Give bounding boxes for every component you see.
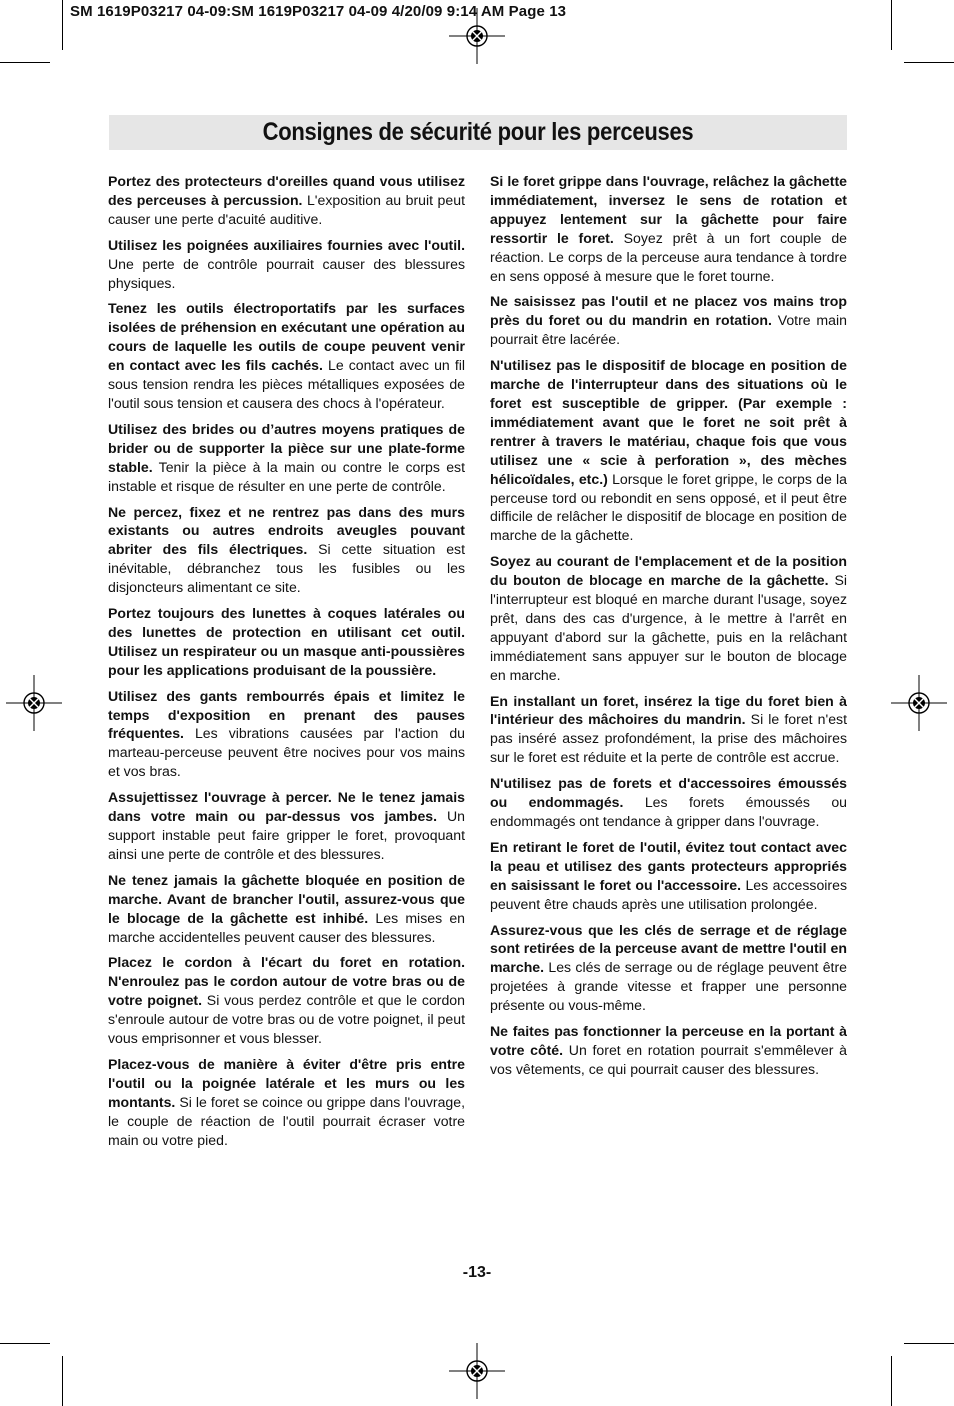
print-slug: SM 1619P03217 04-09:SM 1619P03217 04-09 4/20/09 9:14 AM Page 13: [70, 3, 567, 20]
crop-mark: [0, 1343, 50, 1344]
safety-paragraph: [490, 838, 847, 914]
right-column: [490, 172, 847, 1086]
safety-explanation: Les mises en marche accidentelles peuvent causer des blessures.: [108, 909, 466, 945]
safety-paragraph: [490, 292, 847, 349]
safety-rule: N'utilisez pas de forets et d'accessoires émoussés ou endommagés.: [490, 775, 847, 811]
safety-rule: Ne tenez jamais la gâchette bloquée en position de marche. Avant de brancher l'outil, assurez-vous que le blocage de la gâchette est inhibé.: [108, 871, 465, 926]
safety-rule: En retirant le foret de l'outil, évitez tout contact avec la peau et utilisez des gants protecteurs appropriés en saisissant le foret ou l'accessoire.: [490, 838, 847, 893]
safety-explanation: Le contact avec un fil sous tension rendra les pièces métalliques exposées de l'outil sous tension et causera des chocs à l'opérateur.: [108, 357, 465, 411]
safety-rule: Ne saisissez pas l'outil et ne placez vos mains trop près du foret ou du mandrin en rotation.: [490, 293, 847, 329]
safety-paragraph: [490, 172, 847, 285]
safety-paragraph: [108, 420, 465, 496]
safety-paragraph: [490, 774, 847, 831]
safety-rule: Assujettissez l'ouvrage à percer. Ne le tenez jamais dans votre main ou par-dessus vos jambes.: [108, 789, 465, 825]
safety-paragraph: [108, 687, 465, 782]
safety-rule: N'utilisez pas le dispositif de blocage en position de marche de l'interrupteur dans des situations où le foret est susceptible de gripper. (Par exemple : immédiatement avant que le foret ne soit prêt à rentrer à travers le matériau, chaque fois que vous utilisez une « scie à perforation », des mèches hélicoïdales, etc.): [490, 357, 847, 487]
safety-explanation: Si l'interrupteur est bloqué en marche durant l'usage, soyez prêt, dans des cas d'urgence, à le mettre à l'arrêt en appuyant d'abord sur la gâchette, puis en la relâchant immédiatement sans appuyer sur le bouton de blocage en marche.: [490, 572, 847, 683]
registration-mark-icon: [449, 8, 505, 64]
safety-explanation: L'exposition au bruit peut causer une perte d'acuité auditive.: [108, 191, 465, 227]
registration-mark-icon: [449, 1343, 505, 1399]
safety-rule: Utilisez des gants rembourrés épais et limitez le temps d'exposition en prenant des pauses fréquentes.: [108, 687, 465, 742]
safety-paragraph: [108, 299, 465, 412]
safety-explanation: Si vous perdez contrôle et que le cordon s'enroule autour de votre bras ou de votre poignet, il peut vous emprisonner et vous blesser.: [108, 992, 465, 1047]
safety-explanation: Les accessoires peuvent être chauds après une utilisation prolongée.: [490, 876, 847, 912]
safety-explanation: Si le foret n'est pas inséré assez profondément, la prise des mâchoires sur le foret est réduite et la perte de contrôle est accrue.: [490, 711, 847, 766]
safety-paragraph: [108, 953, 465, 1048]
safety-paragraph: [108, 1055, 465, 1150]
safety-rule: En installant un foret, insérez la tige du foret bien à l'intérieur des mâchoires du mandrin.: [490, 692, 847, 728]
safety-explanation: Soyez prêt à un fort couple de réaction. Le corps de la perceuse aura tendance à tordre en sens opposé à mesure que le foret tourne.: [490, 229, 847, 284]
safety-rule: Assurez-vous que les clés de serrage et de réglage sont retirées de la perceuse avant de mettre l'outil en marche.: [490, 921, 847, 976]
safety-paragraph: [108, 236, 465, 293]
safety-paragraph: [490, 1022, 847, 1079]
safety-paragraph: [108, 788, 465, 864]
safety-paragraph: [490, 552, 847, 684]
crop-mark: [904, 62, 954, 63]
title-banner: [109, 115, 847, 150]
safety-rule: Portez des protecteurs d'oreilles quand vous utilisez des perceuses à percussion.: [108, 173, 465, 208]
safety-paragraph: [108, 172, 465, 229]
safety-explanation: Si cette situation est inévitable, débranchez tous les fusibles ou les disjoncteurs alimentant ce site.: [108, 541, 465, 596]
safety-explanation: Lorsque le foret grippe, le corps de la perceuse tord ou rebondit en sens opposé, et il peut être difficile de relâcher le dispositif de blocage en position de marche de la gâchette.: [490, 470, 847, 544]
safety-rule: Utilisez les poignées auxiliaires fournies avec l'outil.: [108, 236, 465, 253]
left-column: [108, 172, 465, 1157]
safety-explanation: Les vibrations causées par l'action du marteau-perceuse peuvent être nocives pour vos mains et vos bras.: [108, 725, 465, 780]
safety-explanation: Une perte de contrôle pourrait causer des blessures physiques.: [108, 255, 465, 291]
safety-rule: Utilisez des brides ou d’autres moyens pratiques de brider ou de supporter la pièce sur une plate-forme stable.: [108, 420, 465, 475]
safety-paragraph: [490, 692, 847, 768]
safety-rule: Tenez les outils électroportatifs par les surfaces isolées de préhension en exécutant une opération au cours de laquelle les outils de coupe peuvent venir en contact avec les fils cachés.: [108, 300, 465, 374]
crop-mark: [904, 1343, 954, 1344]
safety-explanation: Un foret en rotation pourrait s'emmêlever à vos vêtements, ce qui pourrait causer des blessures.: [490, 1041, 847, 1077]
registration-mark-icon: [891, 675, 947, 731]
safety-rule: Placez-vous de manière à éviter d'être pris entre l'outil ou la poignée latérale et les murs ou les montants.: [108, 1055, 465, 1110]
safety-rule: Ne faites pas fonctionner la perceuse en la portant à votre côté.: [490, 1023, 847, 1058]
safety-rule: Ne percez, fixez et ne rentrez pas dans des murs existants ou autres endroits aveugles pouvant abriter des fils électriques.: [108, 503, 465, 558]
safety-rule: Si le foret grippe dans l'ouvrage, relâchez la gâchette immédiatement, inversez le sens de rotation et appuyez lentement sur la gâchette pour faire ressortir le foret.: [490, 173, 847, 246]
safety-explanation: Votre main pourrait être lacérée.: [490, 312, 847, 348]
safety-paragraph: [490, 921, 847, 1016]
safety-explanation: Tenir la pièce à la main ou contre le corps est instable et risque de résulter en une perte de contrôle.: [108, 458, 465, 494]
safety-rule: Soyez au courant de l'emplacement et de la position du bouton de blocage en marche de la gâchette.: [490, 553, 847, 589]
safety-explanation: Les clés de serrage ou de réglage peuvent être projetées à grande vitesse et frapper une personne présente ou vous-même.: [490, 959, 847, 1014]
crop-mark: [62, 1356, 63, 1406]
safety-explanation: Un support instable peut faire gripper le foret, provoquant ainsi une perte de contrôle et des blessures.: [108, 808, 465, 862]
safety-rule: Portez toujours des lunettes à coques latérales ou des lunettes de protection en utilisant cet outil. Utilisez un respirateur ou un masque anti-poussières pour les applications produisant de la poussière.: [108, 605, 465, 678]
safety-paragraph: [108, 871, 465, 947]
crop-mark: [0, 62, 50, 63]
safety-paragraph: [490, 356, 847, 545]
crop-mark: [62, 0, 63, 50]
safety-explanation: Si le foret se coince ou grippe dans l'ouvrage, le couple de réaction de l'outil pourrait écraser votre main ou votre pied.: [108, 1093, 465, 1148]
safety-paragraph: [108, 604, 465, 680]
page-title: Consignes de sécurité pour les perceuses: [262, 118, 694, 146]
registration-mark-icon: [6, 675, 62, 731]
safety-rule: Placez le cordon à l'écart du foret en rotation. N'enroulez pas le cordon autour de votre bras ou de votre poignet.: [108, 954, 465, 1009]
safety-paragraph: [108, 503, 465, 598]
crop-mark: [891, 0, 892, 50]
crop-mark: [891, 1356, 892, 1406]
page-number: -13-: [462, 1264, 492, 1281]
safety-explanation: Les forets émoussés ou endommagés ont tendance à gripper dans l'ouvrage.: [490, 794, 848, 829]
